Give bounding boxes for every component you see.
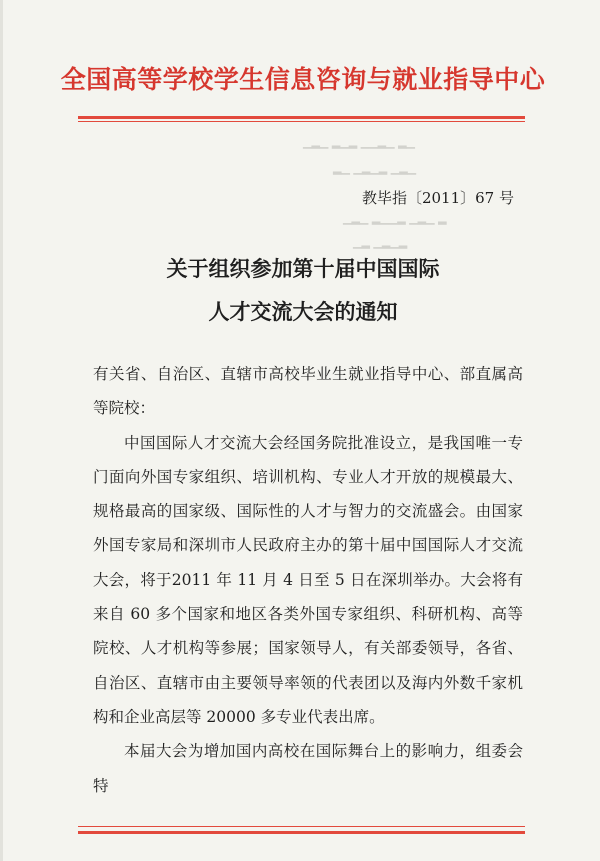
document-title-line-1: 关于组织参加第十届中国国际 (166, 256, 440, 281)
footer-rule-thick (78, 831, 525, 834)
show-through-texture: ▁▂ ▁▂▁▂ (353, 236, 408, 249)
document-body (93, 357, 523, 803)
org-letterhead-title: 全国高等学校学生信息咨询与就业指导中心 (60, 65, 546, 94)
show-through-texture: ▂▁ ▁▂▁▂ ▁▂▁ (333, 162, 417, 175)
body-paragraph-2: 本届大会为增加国内高校在国际舞台上的影响力，组委会特 (93, 742, 523, 795)
document-number: 教毕指〔2011〕67 号 (361, 189, 514, 207)
salutation: 有关省、自治区、直辖市高校毕业生就业指导中心、部直属高等院校： (93, 365, 523, 418)
body-paragraph-1: 中国国际人才交流大会经国务院批准设立，是我国唯一专门面向外国专家组织、培训机构、专业人才开放的规模最大、规格最高的国家级、国际性的人才与智力的交流盛会。由国家外国专家局和深圳市人民政府主办的第十届中国国际人才交流大会，将于2011 年 11 月 4 日至 5 日在深圳举办。大会将有来自 60 多个国家和地区各类外国专家组织、科研机构、高等院校、人才机构等参展；国家领导人，有关部委领导，各省、自治区、直辖市由主要领导率领的代表团以及海内外数千家机构和企业高层等 20000 多专业代表出席。 (93, 433, 523, 726)
document-title-line-2: 人才交流大会的通知 (208, 299, 398, 324)
show-through-texture: ▁▂▁ ▂▁▂ ▁▁▂▁ ▂▁ (303, 136, 416, 149)
show-through-texture: ▁▂▁ ▂▁▁▂ ▁▂▁ ▂ (343, 212, 447, 225)
footer-rule-thin (78, 826, 525, 827)
letterhead-rule-thin (78, 121, 525, 122)
letterhead-rule-thick (78, 116, 525, 119)
